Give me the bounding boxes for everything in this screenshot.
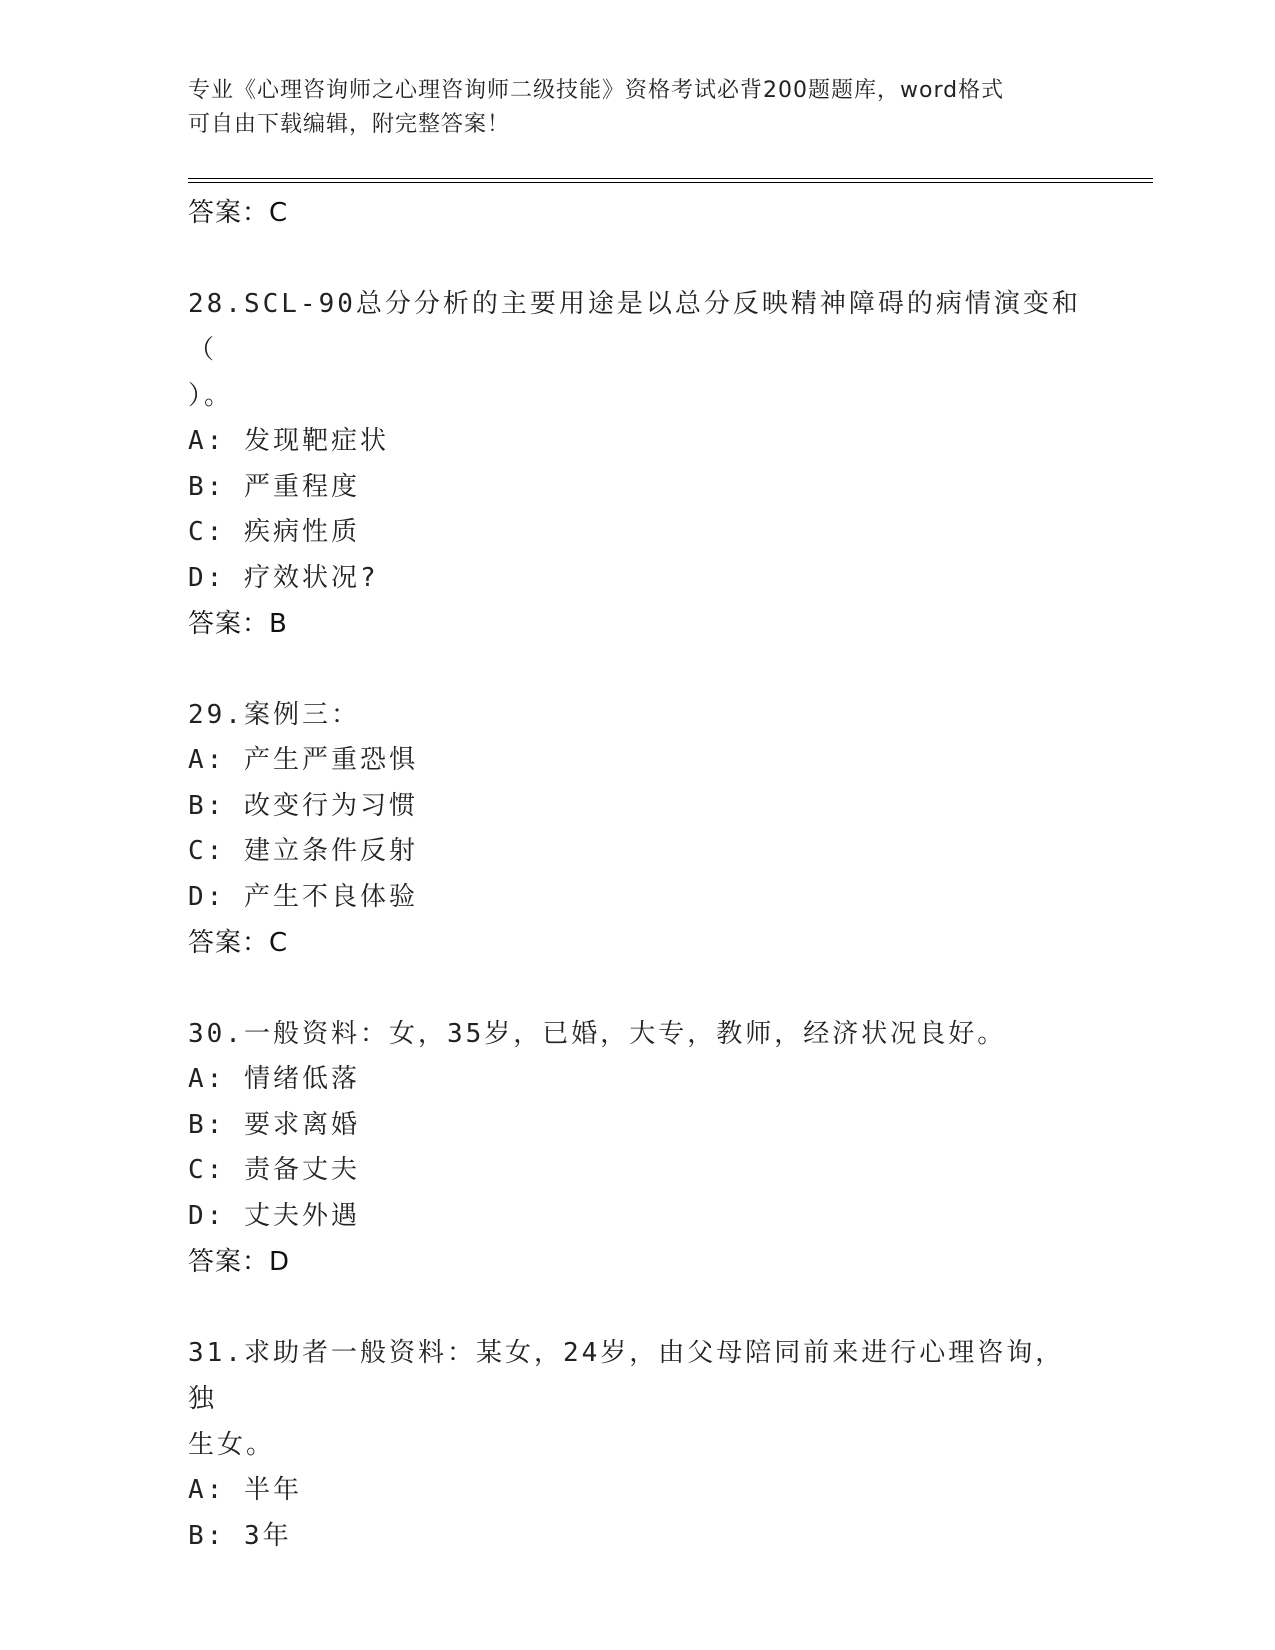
option-text: 发现靶症状 [243, 426, 389, 456]
question-stem-line: ）。 [188, 381, 234, 411]
header-line-2: 可自由下载编辑，附完整答案！ [188, 112, 511, 137]
option-text: 改变行为习惯 [243, 790, 418, 821]
option-c [188, 829, 1088, 875]
document-body [188, 190, 1088, 1559]
header-divider-top [188, 178, 1153, 179]
option-letter: C: [188, 517, 226, 547]
option-letter: C: [188, 1155, 226, 1185]
answer-label: 答案： [188, 609, 270, 639]
question-29 [188, 692, 1088, 966]
option-text: 建立条件反射 [243, 836, 418, 866]
spacer [188, 647, 1088, 692]
answer-line [188, 1239, 1088, 1285]
option-letter: B: [188, 1520, 226, 1551]
spacer [188, 966, 1088, 1011]
question-stem-line: 29.案例三： [188, 700, 360, 730]
option-letter: D: [188, 881, 226, 912]
header-line-1: 专业《心理咨询师之心理咨询师二级技能》资格考试必背200题题库，word格式 [188, 78, 1005, 103]
document-header [188, 74, 1088, 142]
option-letter: D: [188, 1200, 226, 1231]
question-30 [188, 1011, 1088, 1285]
question-stem [188, 281, 1088, 419]
option-a [188, 1057, 1088, 1103]
option-c [188, 510, 1088, 556]
option-letter: D: [188, 562, 226, 593]
question-stem [188, 692, 1088, 738]
spacer [188, 1285, 1088, 1330]
option-text: 半年 [243, 1475, 302, 1505]
answer-value: B [269, 609, 288, 639]
option-text: 疾病性质 [243, 517, 360, 547]
option-letter: B: [188, 790, 226, 821]
option-letter: B: [188, 1109, 226, 1140]
question-stem-line: 生女。 [188, 1430, 276, 1460]
spacer [188, 236, 1088, 281]
question-stem-line: 31.求助者一般资料：某女，24岁，由父母陪同前来进行心理咨询，独 [188, 1338, 1065, 1414]
option-b [188, 1514, 1088, 1560]
option-text: 3年 [243, 1520, 292, 1551]
option-letter: A: [188, 1475, 226, 1505]
question-stem-line: 30.一般资料：女，35岁，已婚，大专，教师，经济状况良好。 [188, 1019, 1007, 1049]
answer-label: 答案： [188, 928, 270, 958]
option-b [188, 1103, 1088, 1149]
question-28 [188, 281, 1088, 647]
header-divider-bottom [188, 182, 1153, 183]
option-d [188, 875, 1088, 921]
question-stem-line: 28.SCL-90总分分析的主要用途是以总分反映精神障碍的病情演变和（ [188, 289, 1081, 365]
option-text: 丈夫外遇 [243, 1200, 360, 1231]
option-a [188, 738, 1088, 784]
question-stem [188, 1330, 1088, 1468]
option-text: 情绪低落 [243, 1064, 360, 1094]
option-b [188, 784, 1088, 830]
answer-line [188, 190, 1088, 236]
answer-label: 答案： [188, 198, 270, 228]
answer-value: C [269, 198, 289, 228]
answer-line [188, 920, 1088, 966]
option-text: 责备丈夫 [243, 1155, 360, 1185]
option-text: 产生不良体验 [243, 881, 418, 912]
answer-value: D [269, 1247, 291, 1277]
option-b [188, 465, 1088, 511]
answer-value: C [269, 928, 289, 958]
option-letter: A: [188, 426, 226, 456]
option-letter: A: [188, 1064, 226, 1094]
option-text: 要求离婚 [243, 1109, 360, 1140]
answer-line [188, 601, 1088, 647]
option-a [188, 419, 1088, 465]
option-letter: C: [188, 836, 226, 866]
option-d [188, 1194, 1088, 1240]
option-d [188, 556, 1088, 602]
option-c [188, 1148, 1088, 1194]
option-text: 疗效状况? [243, 562, 379, 593]
option-text: 严重程度 [243, 471, 360, 502]
option-text: 产生严重恐惧 [243, 745, 418, 775]
answer-label: 答案： [188, 1247, 270, 1277]
option-letter: B: [188, 471, 226, 502]
question-31 [188, 1330, 1088, 1559]
option-a [188, 1468, 1088, 1514]
option-letter: A: [188, 745, 226, 775]
question-stem [188, 1011, 1088, 1057]
